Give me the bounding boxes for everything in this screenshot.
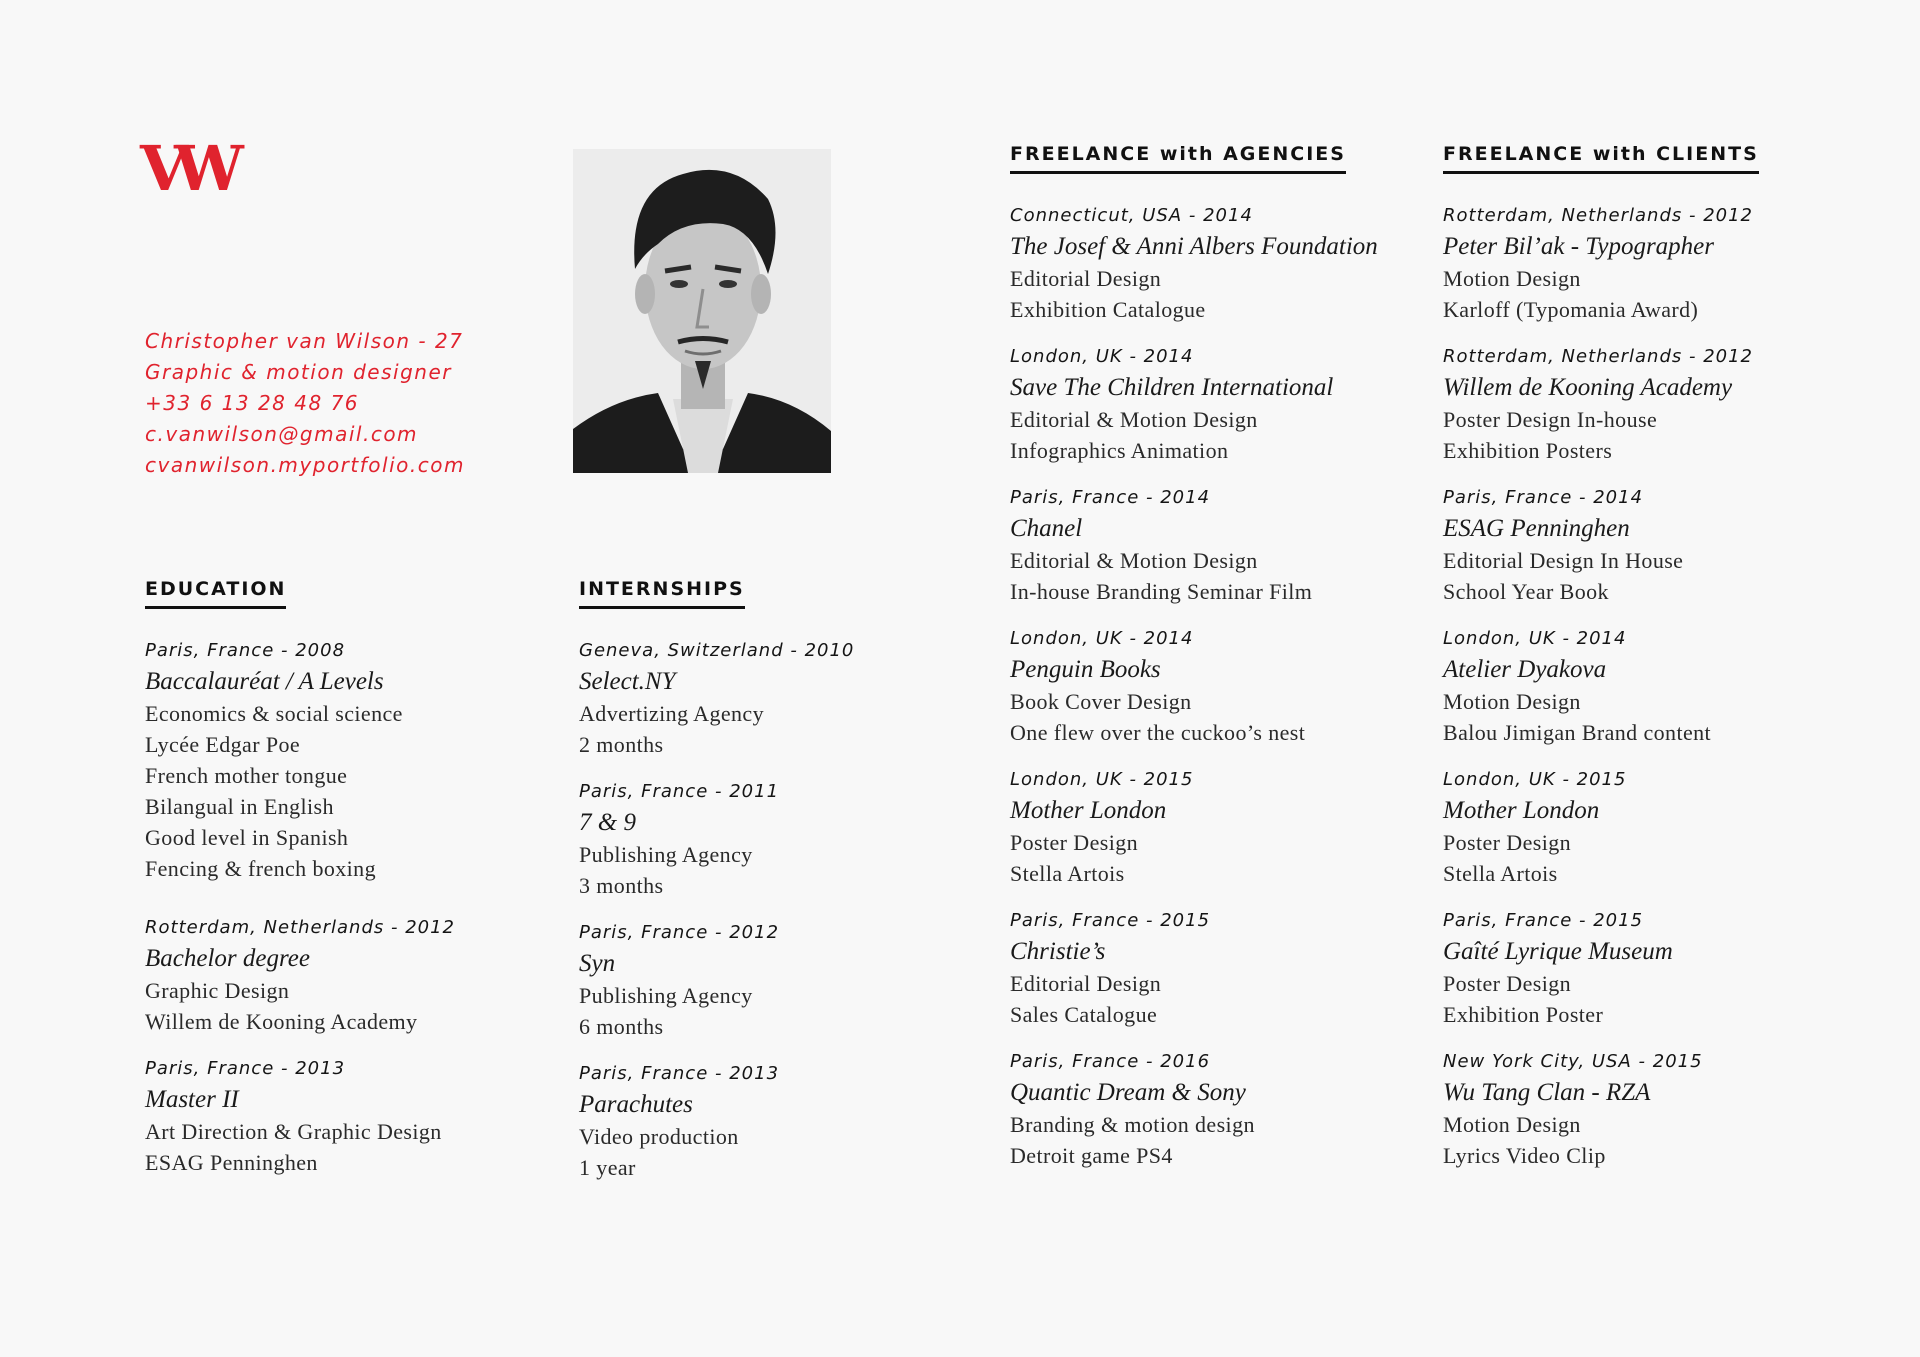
entry-location: Geneva, Switzerland - 2010: [579, 640, 855, 661]
agency-entry: [1010, 1048, 1430, 1171]
agency-entry: [1010, 202, 1430, 325]
entry-location: Paris, France - 2011: [579, 781, 780, 802]
entry-line: Bilangual in English: [145, 794, 334, 819]
education-section: [145, 578, 565, 1196]
entry-location: Rotterdam, Netherlands - 2012: [1443, 346, 1754, 367]
entry-line: Editorial Design: [1010, 971, 1162, 996]
entry-line: Lycée Edgar Poe: [145, 732, 301, 757]
entry-line: Editorial & Motion Design: [1010, 548, 1258, 573]
entry-title: 7 & 9: [579, 809, 636, 836]
entry-title: Gaîté Lyrique Museum: [1443, 938, 1673, 965]
agency-entry: [1010, 907, 1430, 1030]
contact-name: Christopher van Wilson - 27: [145, 329, 464, 353]
entry-line: 2 months: [579, 732, 664, 757]
entry-line: Stella Artois: [1443, 861, 1558, 886]
entry-location: Rotterdam, Netherlands - 2012: [145, 917, 456, 938]
entry-line: 3 months: [579, 873, 664, 898]
entry-title: ESAG Penninghen: [1443, 515, 1630, 542]
entry-title: Bachelor degree: [145, 945, 310, 972]
entry-location: Paris, France - 2014: [1010, 487, 1211, 508]
contact-website: cvanwilson.myportfolio.com: [145, 453, 465, 477]
entry-title: Master II: [145, 1086, 239, 1113]
entry-line: 6 months: [579, 1014, 664, 1039]
entry-title: Quantic Dream & Sony: [1010, 1079, 1246, 1106]
logo: VW: [140, 132, 230, 205]
entry-line: Editorial & Motion Design: [1010, 407, 1258, 432]
contact-phone: +33 6 13 28 48 76: [145, 391, 360, 415]
client-entry: [1443, 202, 1863, 325]
entry-line: Detroit game PS4: [1010, 1143, 1173, 1168]
client-entry: [1443, 484, 1863, 607]
entry-line: Poster Design In-house: [1443, 407, 1658, 432]
entry-location: London, UK - 2014: [1443, 628, 1627, 649]
entry-location: Connecticut, USA - 2014: [1010, 205, 1253, 226]
entry-location: Paris, France - 2016: [1010, 1051, 1211, 1072]
contact-role: Graphic & motion designer: [145, 360, 452, 384]
agency-entry: [1010, 343, 1430, 466]
entry-title: Penguin Books: [1010, 656, 1161, 683]
entry-title: Save The Children International: [1010, 374, 1334, 401]
internships-heading: INTERNSHIPS: [579, 578, 745, 609]
entry-title: Atelier Dyakova: [1443, 656, 1607, 683]
entry-location: Paris, France - 2014: [1443, 487, 1644, 508]
entry-line: Economics & social science: [145, 701, 403, 726]
entry-line: Lyrics Video Clip: [1443, 1143, 1606, 1168]
entry-line: Publishing Agency: [579, 842, 753, 867]
entry-line: Exhibition Poster: [1443, 1002, 1604, 1027]
entry-line: Motion Design: [1443, 1112, 1581, 1137]
entry-title: Wu Tang Clan - RZA: [1443, 1079, 1651, 1106]
entry-title: Chanel: [1010, 515, 1083, 542]
clients-section: [1443, 143, 1863, 1189]
client-entry: [1443, 907, 1863, 1030]
entry-line: ESAG Penninghen: [145, 1150, 318, 1175]
entry-line: Motion Design: [1443, 266, 1581, 291]
client-entry: [1443, 1048, 1863, 1171]
entry-location: Paris, France - 2013: [579, 1063, 780, 1084]
agency-entry: [1010, 766, 1430, 889]
entry-line: In-house Branding Seminar Film: [1010, 579, 1313, 604]
agencies-heading: FREELANCE with AGENCIES: [1010, 143, 1346, 174]
education-heading: EDUCATION: [145, 578, 286, 609]
entry-location: Paris, France - 2015: [1010, 910, 1211, 931]
entry-line: Exhibition Posters: [1443, 438, 1613, 463]
portrait-photo: [573, 149, 831, 473]
entry-location: London, UK - 2014: [1010, 346, 1194, 367]
agency-entry: [1010, 484, 1430, 607]
internship-entry: [579, 1060, 999, 1183]
entry-line: Balou Jimigan Brand content: [1443, 720, 1712, 745]
entry-title: Mother London: [1443, 797, 1600, 824]
entry-line: Poster Design: [1443, 830, 1572, 855]
client-entry: [1443, 625, 1863, 748]
education-entry: [145, 1055, 565, 1178]
entry-line: School Year Book: [1443, 579, 1609, 604]
internships-section: [579, 578, 999, 1201]
entry-location: London, UK - 2014: [1010, 628, 1194, 649]
entry-line: Good level in Spanish: [145, 825, 349, 850]
entry-location: Paris, France - 2008: [145, 640, 346, 661]
entry-line: One flew over the cuckoo’s nest: [1010, 720, 1306, 745]
entry-line: Karloff (Typomania Award): [1443, 297, 1699, 322]
entry-line: Motion Design: [1443, 689, 1581, 714]
entry-line: Fencing & french boxing: [145, 856, 376, 881]
entry-location: London, UK - 2015: [1443, 769, 1627, 790]
agency-entry: [1010, 625, 1430, 748]
entry-location: Paris, France - 2015: [1443, 910, 1644, 931]
entry-line: Poster Design: [1010, 830, 1139, 855]
entry-line: Exhibition Catalogue: [1010, 297, 1206, 322]
entry-line: Book Cover Design: [1010, 689, 1192, 714]
agencies-section: [1010, 143, 1430, 1189]
contact-email: c.vanwilson@gmail.com: [145, 422, 419, 446]
entry-line: 1 year: [579, 1155, 636, 1180]
internship-entry: [579, 778, 999, 901]
entry-line: Publishing Agency: [579, 983, 753, 1008]
entry-line: Advertizing Agency: [579, 701, 764, 726]
entry-line: Video production: [579, 1124, 739, 1149]
entry-location: Rotterdam, Netherlands - 2012: [1443, 205, 1754, 226]
entry-title: Peter Bil’ak - Typographer: [1443, 233, 1714, 260]
entry-line: Graphic Design: [145, 978, 290, 1003]
entry-line: Infographics Animation: [1010, 438, 1229, 463]
entry-location: Paris, France - 2013: [145, 1058, 346, 1079]
entry-line: Willem de Kooning Academy: [145, 1009, 418, 1034]
entry-line: Editorial Design: [1010, 266, 1162, 291]
entry-line: French mother tongue: [145, 763, 348, 788]
entry-title: Select.NY: [579, 668, 676, 695]
internship-entry: [579, 637, 999, 760]
entry-location: London, UK - 2015: [1010, 769, 1194, 790]
entry-location: New York City, USA - 2015: [1443, 1051, 1703, 1072]
entry-line: Poster Design: [1443, 971, 1572, 996]
entry-title: Syn: [579, 950, 616, 977]
entry-title: Christie’s: [1010, 938, 1106, 965]
client-entry: [1443, 766, 1863, 889]
entry-line: Stella Artois: [1010, 861, 1125, 886]
portrait-illustration: [573, 149, 831, 473]
client-entry: [1443, 343, 1863, 466]
clients-heading: FREELANCE with CLIENTS: [1443, 143, 1759, 174]
entry-title: Willem de Kooning Academy: [1443, 374, 1733, 401]
entry-title: Mother London: [1010, 797, 1167, 824]
entry-line: Branding & motion design: [1010, 1112, 1255, 1137]
entry-line: Sales Catalogue: [1010, 1002, 1158, 1027]
entry-title: The Josef & Anni Albers Foundation: [1010, 233, 1378, 260]
entry-line: Art Direction & Graphic Design: [145, 1119, 442, 1144]
internship-entry: [579, 919, 999, 1042]
entry-title: Parachutes: [579, 1091, 693, 1118]
entry-line: Editorial Design In House: [1443, 548, 1684, 573]
contact-block: [145, 326, 465, 481]
education-entry: [145, 637, 565, 884]
education-entry: [145, 914, 565, 1037]
entry-location: Paris, France - 2012: [579, 922, 780, 943]
entry-title: Baccalauréat / A Levels: [145, 668, 384, 695]
